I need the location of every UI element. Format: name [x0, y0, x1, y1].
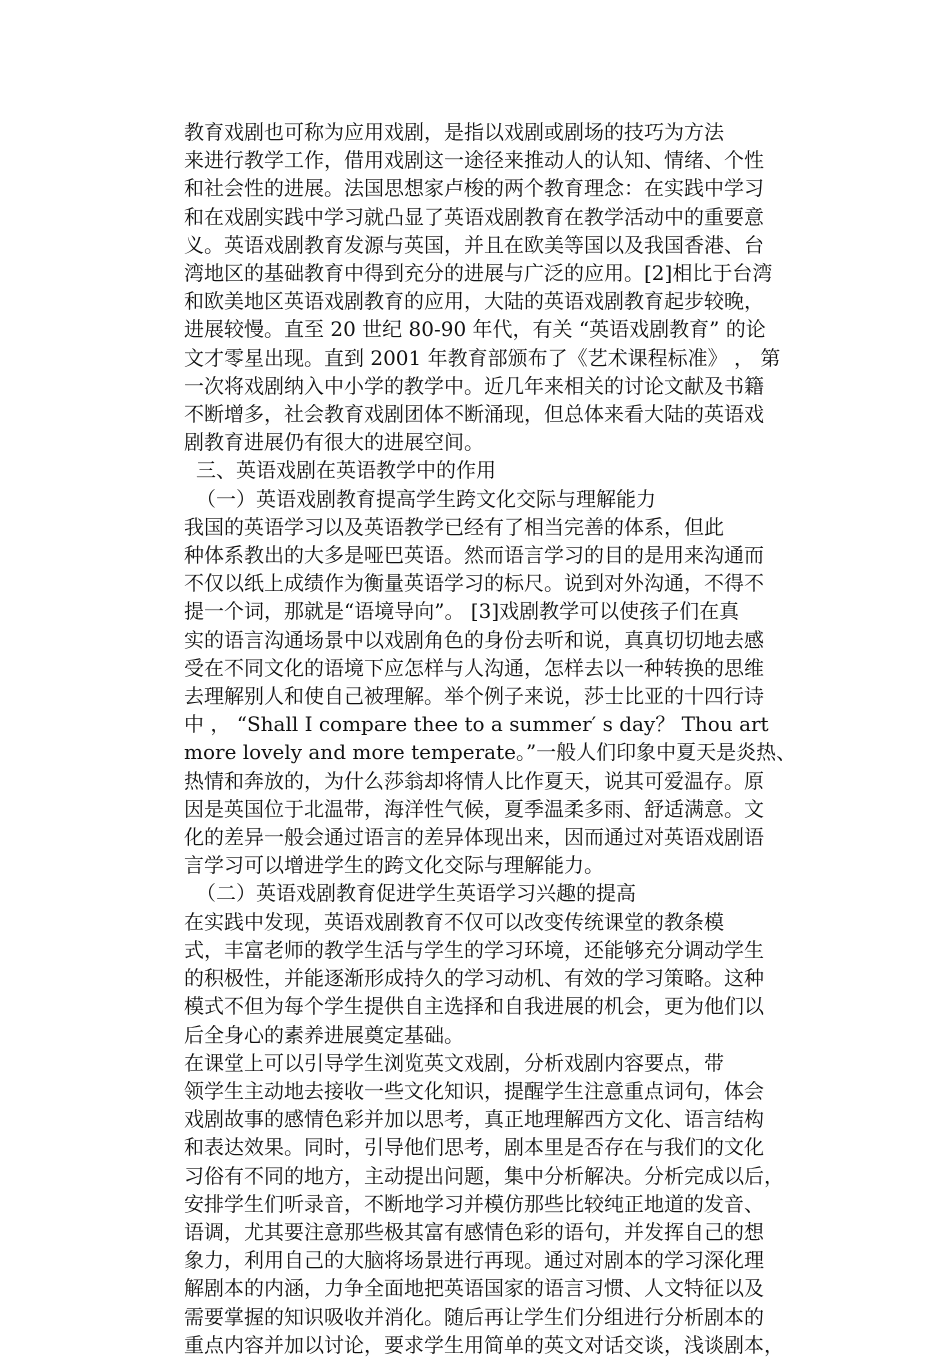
text-line: 热情和奔放的，为什么莎翁却将情人比作夏天，说其可爱温存。原 — [184, 768, 764, 793]
text-line: 一次将戏剧纳入中小学的教学中。近几年来相关的讨论文献及书籍 — [184, 373, 764, 398]
text-line: 解剧本的内涵，力争全面地把英语国家的语言习惯、人文特征以及 — [184, 1276, 764, 1301]
body-paragraph — [144, 118, 816, 456]
text-line: 我国的英语学习以及英语教学已经有了相当完善的体系，但此 — [184, 514, 724, 539]
subsection-heading — [144, 485, 816, 513]
text-line: 提一个词，那就是“语境导向”。 [3]戏剧教学可以使孩子们在真 — [184, 599, 740, 624]
text-line: 模式不但为每个学生提供自主选择和自我进展的机会，更为他们以 — [184, 994, 764, 1019]
text-line: 因是英国位于北温带，海洋性气候，夏季温柔多雨、舒适满意。文 — [184, 796, 764, 821]
text-line: 后全身心的素养进展奠定基础。 — [184, 1022, 464, 1047]
text-line: 受在不同文化的语境下应怎样与人沟通，怎样去以一种转换的思维 — [184, 655, 764, 680]
text-line: （一）英语戏剧教育提高学生跨文化交际与理解能力 — [196, 486, 656, 511]
subsection-heading — [144, 879, 816, 907]
text-line: 象力，利用自己的大脑将场景进行再现。通过对剧本的学习深化理 — [184, 1248, 764, 1273]
text-line: 湾地区的基础教育中得到充分的进展与广泛的应用。[2]相比于台湾 — [184, 261, 773, 286]
text-line: 义。英语戏剧教育发源与英国，并且在欧美等国以及我国香港、台 — [184, 232, 764, 257]
text-line: 文才零星出现。直到 2001 年教育部颁布了《艺术课程标准》 ， 第 — [184, 345, 781, 370]
text-line: 领学生主动地去接收一些文化知识，提醒学生注意重点词句，体会 — [184, 1078, 764, 1103]
text-line: 式，丰富老师的教学生活与学生的学习环境，还能够充分调动学生 — [184, 937, 764, 962]
text-line: 需要掌握的知识吸收并消化。随后再让学生们分组进行分析剧本的 — [184, 1304, 764, 1329]
document-page — [144, 118, 816, 1359]
section-heading — [144, 456, 816, 484]
text-line: 在课堂上可以引导学生浏览英文戏剧，分析戏剧内容要点，带 — [184, 1050, 724, 1075]
body-paragraph — [144, 908, 816, 1049]
text-line: 不断增多，社会教育戏剧团体不断涌现，但总体来看大陆的英语戏 — [184, 402, 764, 427]
text-line: 语调，尤其要注意那些极其富有感情色彩的语句，并发挥自己的想 — [184, 1219, 764, 1244]
body-paragraph — [144, 1049, 816, 1359]
text-line: 不仅以纸上成绩作为衡量英语学习的标尺。说到对外沟通，不得不 — [184, 571, 764, 596]
text-line: 教育戏剧也可称为应用戏剧，是指以戏剧或剧场的技巧为方法 — [184, 120, 724, 144]
text-line: 言学习可以增进学生的跨文化交际与理解能力。 — [184, 853, 604, 878]
text-line: 中 ， “Shall I compare thee to a summer′ s day？ Thou art — [184, 712, 769, 737]
text-line: 和表达效果。同时，引导他们思考，剧本里是否存在与我们的文化 — [184, 1135, 764, 1160]
text-line: 戏剧故事的感情色彩并加以思考，真正地理解西方文化、语言结构 — [184, 1107, 764, 1132]
text-line: 和欧美地区英语戏剧教育的应用，大陆的英语戏剧教育起步较晚， — [184, 289, 764, 314]
text-line: 重点内容并加以讨论，要求学生用简单的英文对话交谈，浅谈剧本， — [184, 1332, 784, 1357]
text-line: 的积极性，并能逐渐形成持久的学习动机、有效的学习策略。这种 — [184, 966, 764, 991]
text-line: 实的语言沟通场景中以戏剧角色的身份去听和说，真真切切地去感 — [184, 627, 764, 652]
document-body — [144, 118, 816, 1359]
text-line: 和社会性的进展。法国思想家卢梭的两个教育理念：在实践中学习 — [184, 176, 764, 201]
text-line: 安排学生们听录音，不断地学习并模仿那些比较纯正地道的发音、 — [184, 1191, 764, 1216]
text-line: 和在戏剧实践中学习就凸显了英语戏剧教育在教学活动中的重要意 — [184, 204, 764, 229]
text-line: 化的差异一般会通过语言的差异体现出来，因而通过对英语戏剧语 — [184, 825, 764, 850]
text-line: 在实践中发现，英语戏剧教育不仅可以改变传统课堂的教条模 — [184, 909, 724, 934]
text-line: 来进行教学工作，借用戏剧这一途径来推动人的认知、情绪、个性 — [184, 148, 764, 173]
body-paragraph — [144, 513, 816, 880]
text-line: 去理解别人和使自己被理解。举个例子来说，莎士比亚的十四行诗 — [184, 684, 764, 709]
text-line: 三、英语戏剧在英语教学中的作用 — [196, 458, 496, 483]
text-line: 进展较慢。直至 20 世纪 80-90 年代，有关 “英语戏剧教育” 的论 — [184, 317, 766, 342]
text-line: 剧教育进展仍有很大的进展空间。 — [184, 430, 484, 455]
text-line: 种体系教出的大多是哑巴英语。然而语言学习的目的是用来沟通而 — [184, 543, 764, 568]
text-line: 习俗有不同的地方，主动提出问题，集中分析解决。分析完成以后， — [184, 1163, 784, 1188]
text-line: （二）英语戏剧教育促进学生英语学习兴趣的提高 — [196, 881, 636, 906]
text-line: more lovely and more temperate。”一般人们印象中夏天是炎热、 — [184, 740, 797, 765]
